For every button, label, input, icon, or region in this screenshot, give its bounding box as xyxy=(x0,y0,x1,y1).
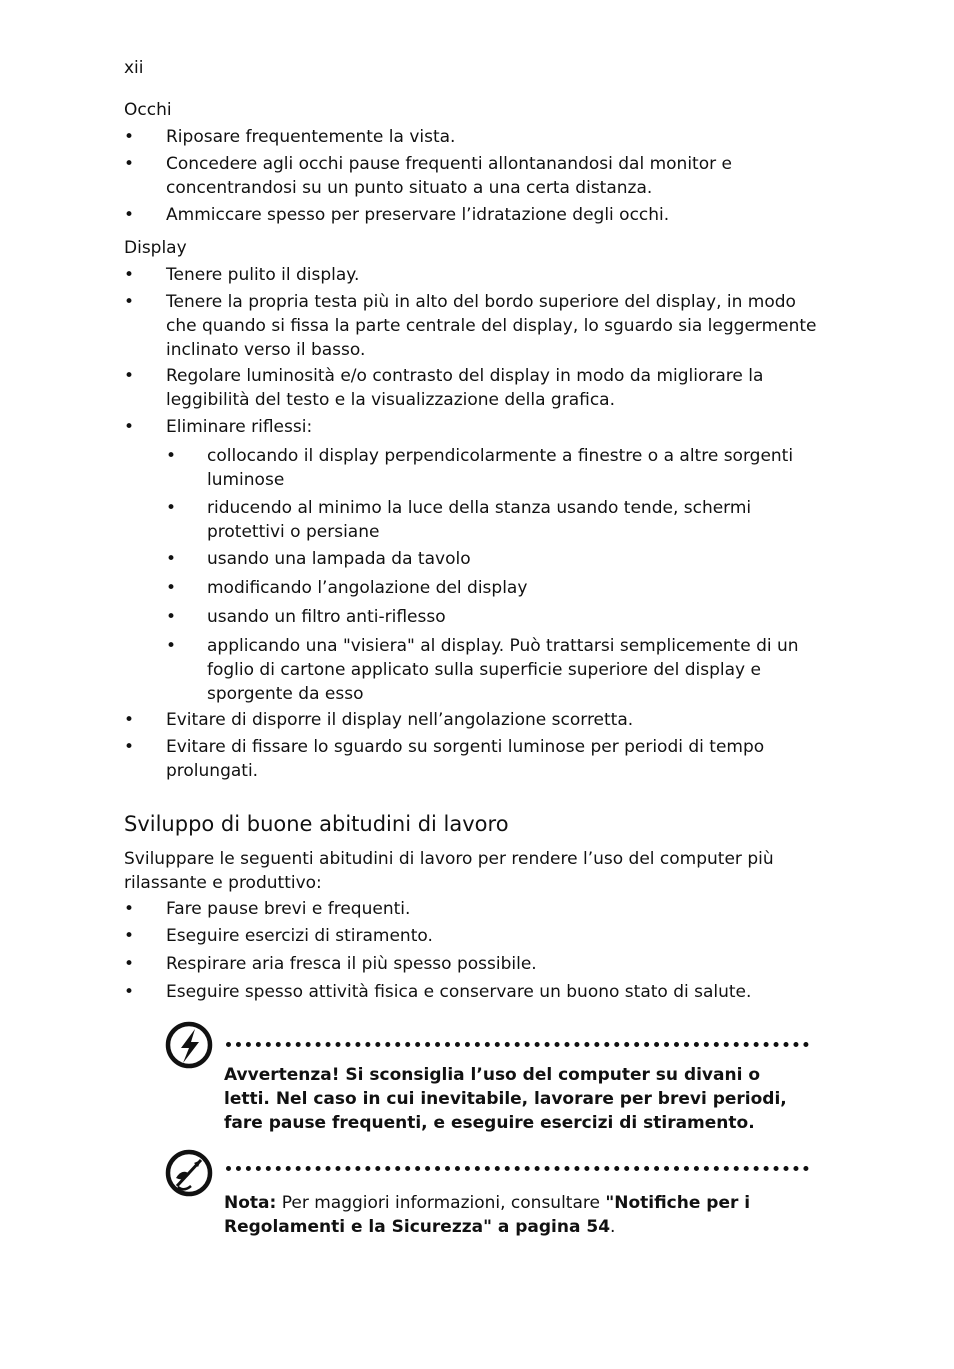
warning-text: Avvertenza! Si sconsiglia l’uso del computer su divani o letti. Nel caso in cui inevitabile, lavorare per brevi periodi, fare pause frequenti, e eseguire esercizi di stiramento. xyxy=(224,1065,787,1133)
list-item: Eliminare riflessi: xyxy=(166,417,313,437)
note-prefix: Nota: xyxy=(224,1193,277,1213)
intro-paragraph: Sviluppare le seguenti abitudini di lavoro per rendere l’uso del computer più rilassante e produttivo: xyxy=(124,849,774,893)
note-text xyxy=(224,1191,809,1239)
list-item: Regolare luminosità e/o contrasto del display in modo da migliorare la leggibilità del testo e la visualizzazione della grafica. xyxy=(166,366,764,410)
bullet: • xyxy=(124,926,135,946)
bullet: • xyxy=(124,737,135,757)
list-item: Ammiccare spesso per preservare l’idratazione degli occhi. xyxy=(166,205,670,225)
sub-list-item: usando una lampada da tavolo xyxy=(207,549,471,569)
bullet: • xyxy=(124,265,135,285)
bullet: • xyxy=(124,417,135,437)
bullet: • xyxy=(124,954,135,974)
section-label-display: Display xyxy=(124,238,187,258)
bullet: • xyxy=(166,607,177,627)
sub-list-item: collocando il display perpendicolarmente a finestre o a altre sorgenti luminose xyxy=(207,446,794,490)
bullet: • xyxy=(124,205,135,225)
divider-dotted xyxy=(226,1166,809,1171)
bullet: • xyxy=(166,498,177,518)
lightning-warning-icon xyxy=(164,1020,214,1070)
list-item: Concedere agli occhi pause frequenti allontanandosi dal monitor e concentrandosi su un punto situato a una certa distanza. xyxy=(166,154,732,198)
list-item: Riposare frequentemente la vista. xyxy=(166,127,456,147)
list-item: Respirare aria fresca il più spesso possibile. xyxy=(166,954,537,974)
bullet: • xyxy=(124,710,135,730)
sub-list-item: modificando l’angolazione del display xyxy=(207,578,528,598)
bullet: • xyxy=(166,549,177,569)
section-label-eyes: Occhi xyxy=(124,100,172,120)
section-heading: Sviluppo di buone abitudini di lavoro xyxy=(124,812,509,836)
bullet: • xyxy=(124,127,135,147)
bullet: • xyxy=(124,366,135,386)
list-item: Eseguire esercizi di stiramento. xyxy=(166,926,433,946)
list-item: Tenere la propria testa più in alto del bordo superiore del display, in modo che quando si fissa la parte centrale del display, lo sguardo sia leggermente inclinato verso il basso. xyxy=(166,292,817,360)
bullet: • xyxy=(124,899,135,919)
bullet: • xyxy=(124,292,135,312)
sub-list-item: applicando una "visiera" al display. Può trattarsi semplicemente di un foglio di cartone applicato sulla superficie superiore del display e sporgente da esso xyxy=(207,636,799,704)
bullet: • xyxy=(166,446,177,466)
pen-note-icon xyxy=(164,1148,214,1198)
list-item: Eseguire spesso attività fisica e conservare un buono stato di salute. xyxy=(166,982,752,1002)
note-reference-link[interactable]: "Notifiche per i Regolamenti e la Sicurezza" a pagina 54 xyxy=(224,1193,751,1237)
sub-list-item: riducendo al minimo la luce della stanza usando tende, schermi protettivi o persiane xyxy=(207,498,752,542)
note-suffix: . xyxy=(610,1217,616,1237)
list-item: Fare pause brevi e frequenti. xyxy=(166,899,411,919)
sub-list-item: usando un filtro anti-riflesso xyxy=(207,607,446,627)
page-number: xii xyxy=(124,58,144,78)
list-item: Evitare di fissare lo sguardo su sorgenti luminose per periodi di tempo prolungati. xyxy=(166,737,765,781)
bullet: • xyxy=(124,982,135,1002)
list-item: Tenere pulito il display. xyxy=(166,265,360,285)
list-item: Evitare di disporre il display nell’angolazione scorretta. xyxy=(166,710,634,730)
bullet: • xyxy=(166,636,177,656)
bullet: • xyxy=(124,154,135,174)
divider-dotted xyxy=(226,1042,809,1047)
note-body: Per maggiori informazioni, consultare xyxy=(276,1193,606,1213)
bullet: • xyxy=(166,578,177,598)
